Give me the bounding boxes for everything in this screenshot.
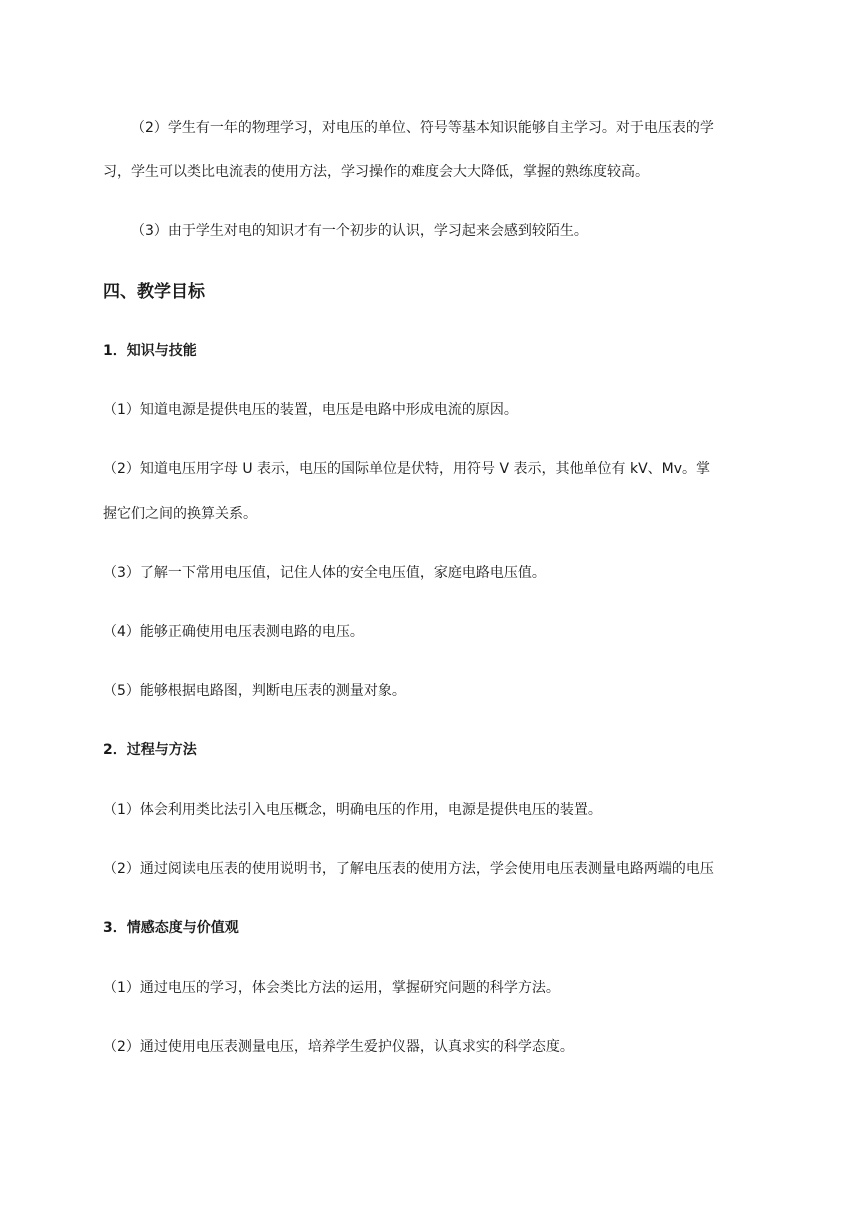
process-item-1: （1）体会利用类比法引入电压概念，明确电压的作用，电源是提供电压的装置。 <box>103 802 602 818</box>
emotion-item-1: （1）通过电压的学习，体会类比方法的运用，掌握研究问题的科学方法。 <box>103 980 560 996</box>
knowledge-item-4: （4）能够正确使用电压表测电路的电压。 <box>103 624 364 640</box>
subheading-knowledge-skills: 1．知识与技能 <box>103 343 197 359</box>
paragraph-2-line-2: 习，学生可以类比电流表的使用方法，学习操作的难度会大大降低，掌握的熟练度较高。 <box>103 164 649 180</box>
knowledge-item-2-line-2: 握它们之间的换算关系。 <box>103 506 257 522</box>
knowledge-item-3: （3）了解一下常用电压值，记住人体的安全电压值，家庭电路电压值。 <box>103 565 546 581</box>
paragraph-3: （3）由于学生对电的知识才有一个初步的认识，学习起来会感到较陌生。 <box>131 223 588 239</box>
subheading-emotion-values: 3．情感态度与价值观 <box>103 920 239 936</box>
process-item-2: （2）通过阅读电压表的使用说明书，了解电压表的使用方法，学会使用电压表测量电路两端的电压 <box>103 861 714 877</box>
knowledge-item-1: （1）知道电源是提供电压的装置，电压是电路中形成电流的原因。 <box>103 402 518 418</box>
emotion-item-2: （2）通过使用电压表测量电压，培养学生爱护仪器，认真求实的科学态度。 <box>103 1039 574 1055</box>
section-heading-teaching-goals: 四、教学目标 <box>103 282 205 302</box>
subheading-process-method: 2．过程与方法 <box>103 742 197 758</box>
knowledge-item-5: （5）能够根据电路图，判断电压表的测量对象。 <box>103 683 406 699</box>
knowledge-item-2-line-1: （2）知道电压用字母 U 表示，电压的国际单位是伏特，用符号 V 表示，其他单位有 kV、Mv。掌 <box>103 461 711 477</box>
paragraph-2-line-1: （2）学生有一年的物理学习，对电压的单位、符号等基本知识能够自主学习。对于电压表的学 <box>131 120 714 136</box>
